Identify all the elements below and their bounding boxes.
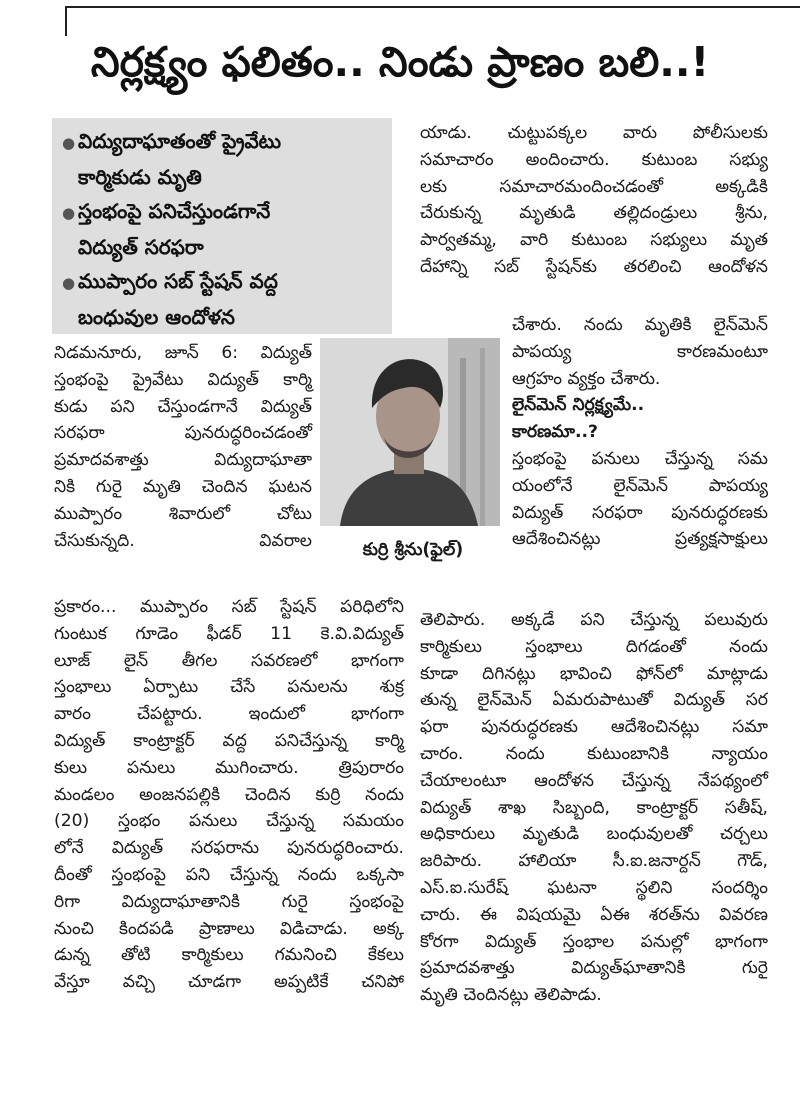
column-right	[420, 120, 768, 281]
text-line: జరిపారు. హాలియా సీ.ఐ.జనార్దన్ గౌడ్,	[420, 851, 768, 872]
text-line: పాపయ్య కారణమంటూ	[512, 341, 768, 362]
summary-line: ● విద్యుదాఘాతంతో ప్రైవేటు	[62, 124, 382, 160]
text-line: ప్రకారం... ముప్పారం సబ్ స్టేషన్ పరిధిలోని	[54, 597, 404, 617]
text-line: డున్న తోటి కార్మికులు గమనించి కేకలు	[54, 945, 404, 966]
person-photo	[320, 338, 500, 526]
text-line: కుడు పని చేస్తుండగానే విద్యుత్	[54, 396, 312, 417]
text-line: ఫరా పునరుద్ధరణకు ఆదేశించినట్లు సమా	[420, 717, 768, 738]
summary-line: విద్యుత్ సరఫరా	[78, 235, 204, 259]
text-line: అధికారులు మృతుడి బంధువులతో చర్చలు	[420, 824, 768, 845]
text-line: గుంటుక గూడెం ఫీడర్ 11 కె.వి.విద్యుత్	[54, 623, 404, 644]
text-line: యాడు. చుట్టుపక్కల వారు పోలీసులకు	[420, 123, 768, 143]
summary-line: బంధువుల ఆందోళన	[78, 305, 235, 329]
person-photo-image	[320, 338, 500, 526]
headline: నిర్లక్ష్యం ఫలితం.. నిండు ప్రాణం బలి..!	[90, 38, 710, 86]
text-line: వారం చేపట్టారు. ఇందులో భాగంగా	[54, 704, 404, 725]
text-line: దేహాన్ని సబ్ స్టేషన్‌కు తరలించి ఆందోళన	[420, 256, 768, 277]
text-line: సరఫరా పునరుద్ధరించడంతో	[54, 423, 312, 444]
text-line: పార్వతమ్మ, వారి కుటుంబ సభ్యులు మృత	[420, 230, 768, 251]
bullet-icon: ●	[62, 204, 76, 222]
text-line: ప్రమాదవశాత్తు విద్యుదాఘాతా	[54, 450, 312, 471]
text-line: విద్యుత్ సరఫరా పునరుద్ధరణకు	[512, 502, 768, 523]
text-line: స్తంభంపై పనులు చేస్తున్న సమ	[512, 448, 768, 469]
summary-line: ● ముప్పారం సబ్ స్టేషన్ వద్ద	[62, 264, 382, 300]
top-rule	[65, 6, 800, 8]
text-line: మృతి చెందినట్లు తెలిపాడు.	[420, 985, 602, 1006]
text-line: దీంతో స్తంభంపై పని చేస్తున్న నందు ఒక్కసా	[54, 864, 404, 885]
text-line: స్తంభంపై ప్రైవేటు విద్యుత్ కార్మి	[54, 369, 312, 390]
summary-line: కార్మికుడు మృతి	[78, 165, 202, 189]
subheading: లైన్‌మెన్ నిర్లక్ష్యమే..	[512, 395, 645, 416]
text-line: కులు పనులు ముగించారు. త్రిపురారం	[54, 757, 404, 778]
text-line: లూజ్ లైన్ తీగల సవరణలో భాగంగా	[54, 650, 404, 671]
text-line: చేశారు. నందు మృతికి లైన్‌మెన్	[512, 315, 768, 335]
text-line: రిగా విద్యుదాఘాతానికి గురై స్తంభంపై	[54, 891, 404, 912]
text-line: ముప్పారం శివారులో చోటు	[54, 503, 312, 524]
text-line: విద్యుత్ కాంట్రాక్టర్ వద్ద పనిచేస్తున్న కార్మి	[54, 730, 404, 751]
text-line: కోరగా విద్యుత్ స్తంభాల పనుల్లో భాగంగా	[420, 931, 768, 952]
text-line: కూడా దిగినట్లు భావించి ఫోన్‌లో మాట్లాడు	[420, 663, 768, 684]
text-line: వేస్తూ వచ్చి చూడగా అప్పటికే చనిపో	[54, 972, 404, 993]
text-line: తెలిపారు. అక్కడే పని చేస్తున్న పలువురు	[420, 610, 768, 630]
summary-box	[52, 118, 392, 334]
text-line: చారం. నందు కుటుంబానికి న్యాయం	[420, 743, 768, 764]
text-line: నిడమనూరు, జూన్ 6: విద్యుత్	[54, 343, 312, 363]
bullet-icon: ●	[62, 274, 76, 292]
text-line: లకు సమాచారమందించడంతో అక్కడికి	[420, 176, 768, 197]
text-line: చేసుకున్నది. వివరాల	[54, 530, 312, 551]
text-line: ఆదేశించినట్లు ప్రత్యక్షసాక్షులు	[512, 529, 768, 550]
text-line: ప్రమాదవశాత్తు విద్యుత్‌ఘాతానికి గురై	[420, 958, 768, 979]
left-rule	[65, 6, 67, 36]
text-line: యంలోనే లైన్‌మెన్ పాపయ్య	[512, 475, 768, 496]
summary-line: ● స్తంభంపై పనిచేస్తుండగానే	[62, 194, 382, 230]
text-line: లోనే విద్యుత్ సరఫరాను పునరుద్ధరించారు.	[54, 838, 404, 859]
column-left-narrow	[54, 340, 312, 554]
column-right-wide	[420, 607, 768, 1009]
photo-caption: కుర్రి శ్రీను(ఫైల్)	[362, 540, 464, 560]
text-line: నికి గురై మృతి చెందిన ఘటన	[54, 476, 312, 497]
text-line: సమాచారం అందించారు. కుటుంబ సభ్యు	[420, 149, 768, 170]
text-line: చారు. ఈ విషయమై ఏఈ శరత్‌ను వివరణ	[420, 904, 768, 925]
text-line: కార్మికులు స్తంభాలు దిగడంతో నందు	[420, 636, 768, 657]
text-line: స్తంభాలు ఏర్పాటు చేసే పనులను శుక్ర	[54, 677, 404, 698]
column-right-narrow	[512, 312, 768, 553]
text-line: మండలం అంజనపల్లికి చెందిన కుర్రి నందు	[54, 784, 404, 805]
text-line: నుంచి కిందపడి ప్రాణాలు విడిచాడు. అక్క	[54, 918, 404, 939]
text-line: విద్యుత్ శాఖ సిబ్బంది, కాంట్రాక్టర్ సతీష్,	[420, 797, 768, 818]
bullet-icon: ●	[62, 134, 76, 152]
text-line: చేరుకున్న మృతుడి తల్లిదండ్రులు శ్రీను,	[420, 203, 768, 224]
text-line: ఆగ్రహం వ్యక్తం చేశారు.	[512, 368, 661, 389]
column-left-wide	[54, 594, 404, 996]
text-line: ఎస్.ఐ.సురేష్ ఘటనా స్థలిని సందర్శిం	[420, 877, 768, 898]
text-line: చేయాలంటూ ఆందోళన చేస్తున్న నేపథ్యంలో	[420, 770, 768, 791]
text-line: తున్న లైన్‌మెన్ ఏమరుపాటుతో విద్యుత్ సర	[420, 690, 768, 711]
text-line: (20) స్తంభం పనులు చేస్తున్న సమయం	[54, 811, 404, 832]
subheading: కారణమా..?	[512, 422, 599, 443]
